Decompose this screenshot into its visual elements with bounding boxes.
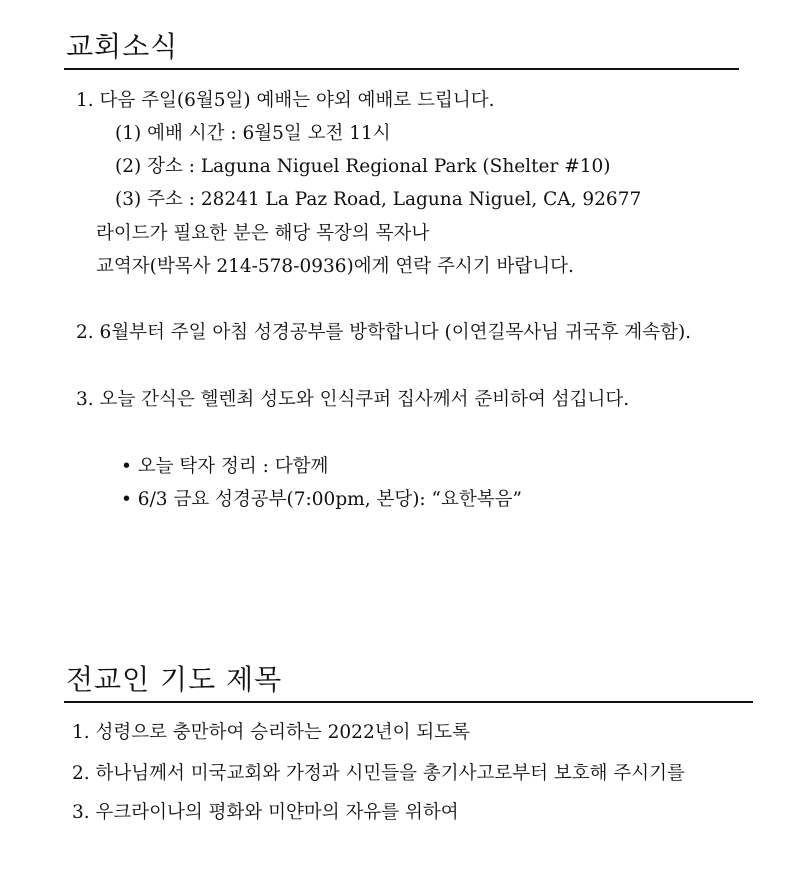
news-item-3-text: 오늘 간식은 헬렌최 성도와 인식쿠퍼 집사께서 준비하여 섬깁니다.	[99, 389, 630, 410]
news-ride-note-2: 교역자(박목사 214-578-0936)에게 연락 주시기 바랍니다.	[96, 256, 574, 277]
prayer-item-2-text: 하나님께서 미국교회와 가정과 시민들을 총기사고로부터 보호해 주시기를	[95, 763, 685, 784]
prayer-item-3-text: 우크라이나의 평화와 미얀마의 자유를 위하여	[95, 802, 459, 823]
news-bullet-bible-study: • 6/3 금요 성경공부(7:00pm, 본당): “요한복음”	[121, 489, 522, 510]
news-item-1-number: 1.	[76, 90, 94, 111]
prayer-item-1-number: 1.	[72, 722, 90, 743]
prayer-item-3	[72, 800, 459, 826]
prayer-item-2-number: 2.	[72, 763, 90, 784]
prayer-topics-divider	[64, 701, 753, 703]
news-ride-note-1: 라이드가 필요한 분은 해당 목장의 목자나	[96, 223, 430, 244]
news-subitem-address: (3) 주소 : 28241 La Paz Road, Laguna Niguel, CA, 92677	[115, 189, 642, 210]
news-subitem-place: (2) 장소 : Laguna Niguel Regional Park (Shelter #10)	[115, 156, 611, 177]
church-news-divider	[64, 68, 739, 70]
news-item-1	[76, 88, 495, 114]
news-item-2-number: 2.	[76, 322, 94, 343]
news-item-3-number: 3.	[76, 389, 94, 410]
prayer-item-3-number: 3.	[72, 802, 90, 823]
news-item-2-text: 6월부터 주일 아침 성경공부를 방학합니다 (이연길목사님 귀국후 계속함).	[99, 322, 692, 343]
news-bullet-table-cleanup: • 오늘 탁자 정리 : 다함께	[121, 456, 329, 477]
news-item-3	[76, 387, 629, 413]
news-subitem-time: (1) 예배 시간 : 6월5일 오전 11시	[115, 123, 391, 144]
news-item-1-text: 다음 주일(6월5일) 예배는 야외 예배로 드립니다.	[99, 90, 495, 111]
prayer-item-1-text: 성령으로 충만하여 승리하는 2022년이 되도록	[95, 722, 470, 743]
prayer-item-1	[72, 720, 470, 746]
news-item-2	[76, 320, 691, 346]
church-news-title: 교회소식	[66, 30, 179, 63]
prayer-topics-title: 전교인 기도 제목	[66, 663, 283, 696]
prayer-item-2	[72, 761, 685, 787]
